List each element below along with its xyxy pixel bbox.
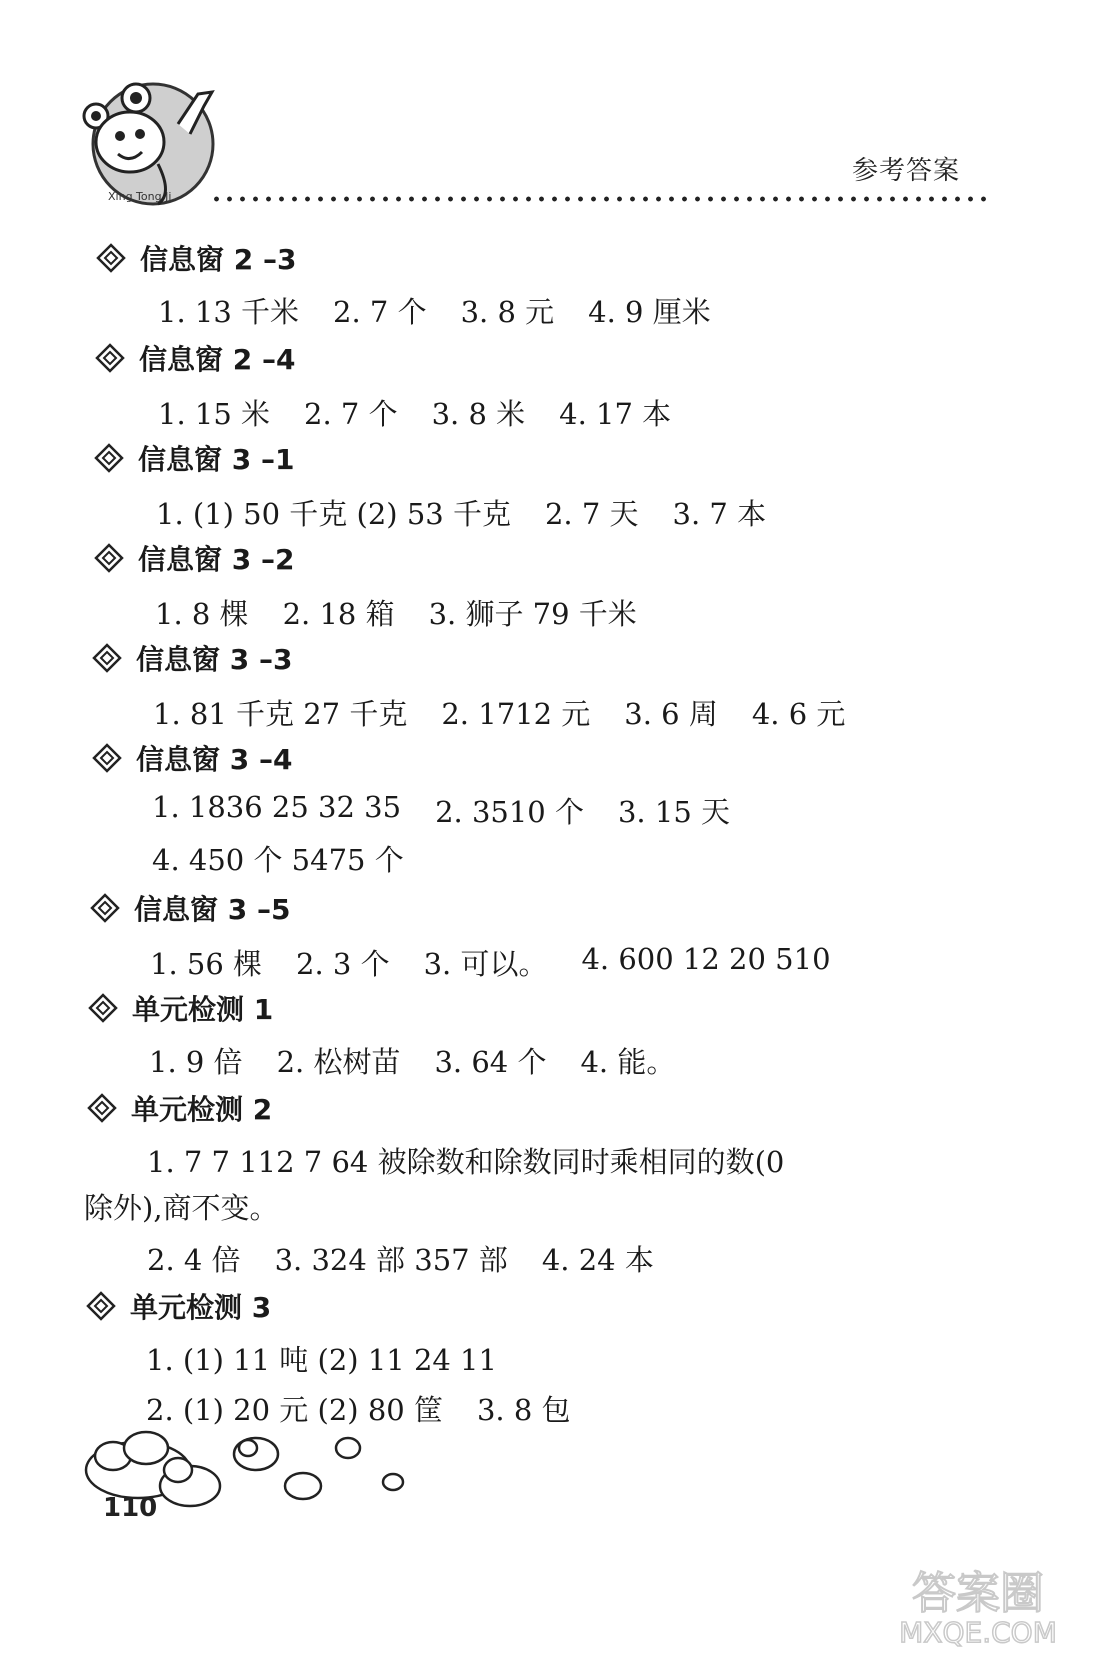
answer-item: 3. 7 本 — [672, 497, 767, 531]
section-title: 信息窗 3 –5 — [134, 893, 291, 926]
answer-item: 2. 4 倍 — [147, 1243, 241, 1277]
answer-line — [84, 1186, 313, 1227]
answer-item: 1. 9 倍 — [149, 1045, 243, 1079]
section-heading — [90, 888, 290, 928]
answer-line — [158, 290, 745, 331]
answer-item: 4. 6 元 — [751, 697, 846, 731]
svg-text:Xing Tong Ji: Xing Tong Ji — [108, 190, 172, 203]
answer-item: 2. 7 天 — [544, 497, 639, 531]
diamond-bullet-icon — [87, 1093, 117, 1123]
section-title: 信息窗 2 –4 — [139, 343, 296, 376]
diamond-bullet-icon — [96, 243, 126, 273]
answer-item: 3. 狮子 79 千米 — [428, 597, 637, 631]
answer-item: 3. 6 周 — [624, 697, 718, 731]
diamond-bullet-icon — [90, 893, 120, 923]
diamond-bullet-icon — [92, 743, 122, 773]
answer-item: 2. 1712 元 — [441, 697, 591, 731]
diamond-bullet-icon — [86, 1291, 116, 1321]
answer-item: 3. 64 个 — [434, 1045, 547, 1079]
answer-line — [152, 838, 438, 879]
svg-text:MXQE.COM: MXQE.COM — [899, 1616, 1057, 1649]
answer-item: 2. 7 个 — [304, 397, 398, 431]
answer-item: 2. 3510 个 — [435, 795, 584, 829]
section-title: 信息窗 3 –4 — [136, 743, 293, 776]
header-title: 参考答案 — [852, 156, 961, 186]
section-heading — [87, 1088, 272, 1128]
diamond-bullet-icon — [95, 343, 125, 373]
answer-item: 1. 8 棵 — [155, 597, 249, 631]
answer-item: 4. 600 12 20 510 — [581, 942, 831, 976]
answer-line — [147, 1140, 818, 1181]
answer-item: 3. 15 天 — [617, 795, 730, 829]
answer-item: 4. 能。 — [580, 1045, 676, 1079]
diamond-bullet-icon — [88, 993, 118, 1023]
section-heading — [96, 238, 296, 278]
answer-item: 4. 24 本 — [541, 1243, 654, 1277]
answer-item: 3. 8 米 — [431, 397, 526, 431]
answer-line — [152, 790, 764, 831]
answer-item: 4. 9 厘米 — [588, 295, 711, 329]
section-heading — [95, 338, 295, 378]
section-title: 信息窗 3 –1 — [138, 443, 295, 476]
answer-item: 2. 松树苗 — [276, 1045, 401, 1079]
answer-item: 2. 7 个 — [333, 295, 427, 329]
answer-line — [153, 692, 879, 733]
answer-item: 除外),商不变。 — [84, 1191, 279, 1225]
answer-item: 1. 56 棵 — [150, 947, 263, 981]
diamond-bullet-icon — [92, 643, 122, 673]
answer-line — [150, 942, 865, 983]
answer-line — [155, 592, 671, 633]
answer-item: 3. 8 元 — [460, 295, 555, 329]
answer-site-watermark — [878, 1560, 1078, 1650]
diamond-bullet-icon — [94, 443, 124, 473]
section-title: 单元检测 3 — [130, 1291, 272, 1324]
page-number: 110 — [103, 1493, 158, 1523]
answer-item: 1. 15 米 — [158, 397, 271, 431]
answer-item: 1. 13 千米 — [158, 295, 300, 329]
answer-item: 3. 可以。 — [423, 947, 548, 981]
section-heading — [88, 988, 273, 1028]
answer-line — [149, 1040, 709, 1081]
answer-item: 3. 324 部 357 部 — [274, 1243, 508, 1277]
answer-line — [147, 1238, 688, 1279]
diamond-bullet-icon — [94, 543, 124, 573]
section-heading — [94, 438, 294, 478]
answer-item: 3. 8 包 — [476, 1393, 571, 1427]
svg-text:答案圈: 答案圈 — [912, 1568, 1044, 1619]
answer-item: 2. (1) 20 元 (2) 80 筐 — [146, 1393, 443, 1427]
answer-line — [158, 392, 705, 433]
section-title: 单元检测 2 — [131, 1093, 273, 1126]
section-title: 信息窗 2 –3 — [140, 243, 297, 276]
section-title: 信息窗 3 –3 — [136, 643, 293, 676]
section-title: 信息窗 3 –2 — [138, 543, 295, 576]
dotted-header-rule — [210, 196, 990, 202]
answer-item: 1. (1) 11 吨 (2) 11 24 11 — [146, 1343, 497, 1377]
answer-item: 1. 7 7 112 7 64 被除数和除数同时乘相同的数(0 — [147, 1145, 785, 1179]
section-heading — [92, 738, 292, 778]
answer-item: 1. (1) 50 千克 (2) 53 千克 — [156, 497, 511, 531]
answer-item: 1. 81 千克 27 千克 — [153, 697, 408, 731]
section-heading — [92, 638, 292, 678]
section-title: 单元检测 1 — [132, 993, 274, 1026]
answer-item: 4. 450 个 5475 个 — [152, 843, 404, 877]
section-heading — [94, 538, 294, 578]
tiger-mascot-logo — [78, 64, 228, 214]
answer-item: 2. 3 个 — [296, 947, 390, 981]
section-heading — [86, 1286, 271, 1326]
answer-line — [146, 1388, 605, 1429]
answer-item: 2. 18 箱 — [282, 597, 395, 631]
answer-item: 1. 1836 25 32 35 — [152, 790, 402, 824]
answer-line — [156, 492, 800, 533]
answer-line — [146, 1338, 531, 1379]
answer-item: 4. 17 本 — [559, 397, 672, 431]
